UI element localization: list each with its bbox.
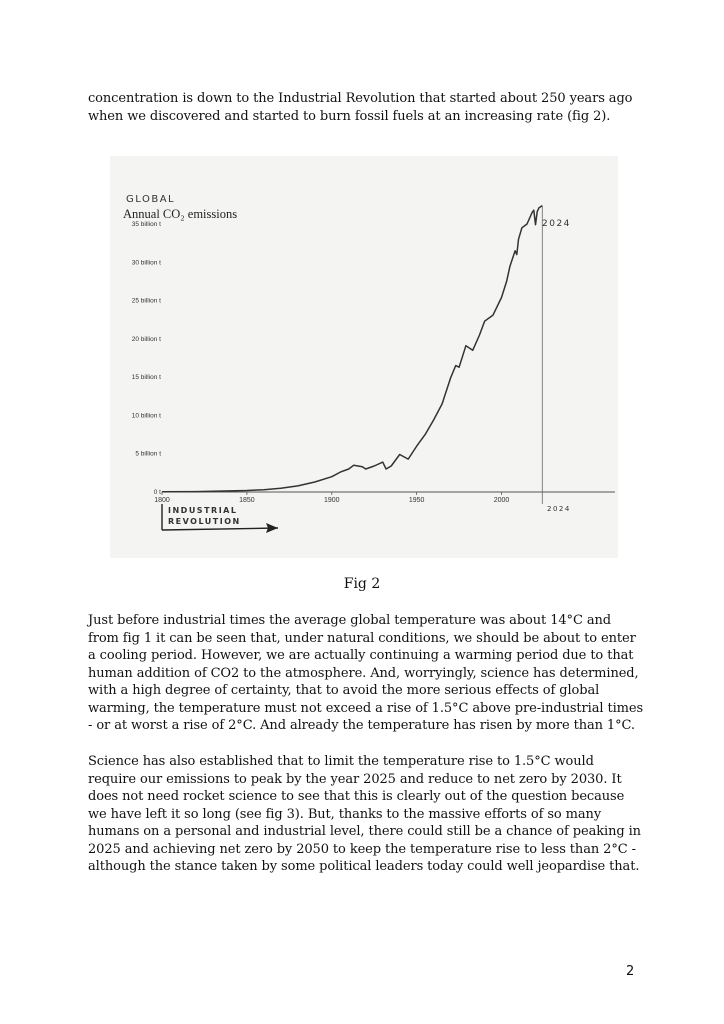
x-axis	[154, 492, 615, 504]
y-tick-label: 10 billion t	[131, 412, 161, 420]
annotation-arrow-shaft	[162, 528, 278, 530]
annotation-line-2: REVOLUTION	[168, 517, 241, 526]
y-axis-ticks	[132, 221, 161, 496]
x-tick-label: 1800	[154, 497, 170, 504]
chart-title: Annual CO₂ emissions	[123, 207, 238, 221]
figure-caption: Fig 2	[343, 576, 381, 592]
x-tick-label: 2000	[493, 497, 510, 504]
paragraph-temperature: Just before industrial times the average global temperature was about 14°C and from fig 1 it can be seen that, under natural conditions, we should be about to enter a cooling period. However, we are actually continuing a warming period due to that human addition of CO2 to the atmosphere. And, worryingly, science has determined, with a high degree of certainty, that to avoid the more serious effects of global warming, the temperature must not exceed a rise of 1.5°C above pre-industrial times - or at worst a rise of 2°C. And already the temperature has risen by more than 1°C.	[88, 613, 644, 733]
x-tick-label: 1950	[408, 497, 425, 504]
industrial-revolution-annotation	[162, 504, 278, 533]
x-tick-label: 1900	[323, 497, 340, 504]
y-tick-label: 0 t	[153, 489, 161, 496]
y-tick-label: 35 billion t	[131, 220, 161, 228]
y-tick-label: 5 billion t	[135, 450, 161, 458]
end-year-label-top: 2024	[542, 219, 571, 229]
annotation-line-1: INDUSTRIAL	[168, 506, 238, 515]
series-layer	[162, 206, 542, 504]
paragraph-emissions-targets: Science has also established that to limit the temperature rise to 1.5°C would require our emissions to peak by the year 2025 and reduce to net zero by 2030. It does not need rocket science to see that this is clearly out of the question because we have left it so long (see fig 3). But, thanks to the massive efforts of so many humans on a personal and industrial level, there could still be a chance of peaking in 2025 and achieving net zero by 2050 to keep the temperature rise to less than 2°C - although the stance taken by some political leaders today could well jeopardise that.	[88, 754, 641, 874]
co2-emissions-chart	[110, 156, 618, 558]
chart-handwritten-title: GLOBAL	[126, 194, 176, 205]
page-number: 2	[626, 964, 635, 979]
y-tick-label: 20 billion t	[131, 335, 161, 343]
co2-emissions-chart-figure	[110, 156, 618, 558]
paragraph-intro: concentration is down to the Industrial Revolution that started about 250 years ago when we discovered and started to burn fossil fuels at an increasing rate (fig 2).	[88, 91, 633, 124]
x-tick-label: 1850	[239, 497, 255, 504]
end-year-label-bottom: 2024	[547, 505, 571, 513]
y-tick-label: 30 billion t	[131, 259, 161, 267]
y-tick-label: 25 billion t	[131, 297, 161, 305]
y-tick-label: 15 billion t	[131, 374, 161, 382]
emissions-series-line	[162, 206, 542, 492]
